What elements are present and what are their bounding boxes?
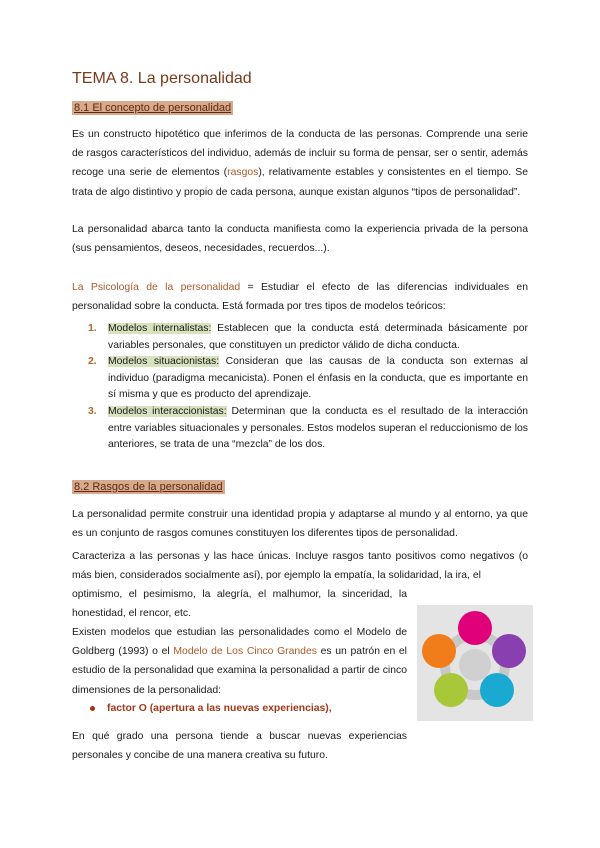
paragraph-openness: En qué grado una persona tiende a buscar nuevas experiencias personales y concibe de una manera creativa su futuro.	[72, 731, 407, 762]
bullet-dot-icon	[90, 706, 95, 711]
list-number: 3.	[88, 405, 97, 417]
bullet-text: factor O (apertura a las nuevas experiencias),	[107, 703, 332, 714]
list-item	[88, 404, 528, 454]
model-name: Modelos internalistas:	[108, 323, 212, 334]
paragraph-text: = Estudiar el efecto de las diferencias individuales en personalidad sobre la conducta. Está formada por tres tipos de modelos teóricos:	[72, 282, 528, 313]
model-description: Establecen que la conducta está determinada básicamente por variables personales, que constituyen un predictor válido de dicha conducta.	[108, 323, 528, 351]
paragraph-psychology	[72, 278, 528, 316]
list-number: 2.	[88, 356, 97, 368]
list-item	[88, 321, 528, 354]
paragraph-concept-definition	[72, 125, 528, 202]
model-name: Modelos situacionistas:	[108, 356, 220, 368]
model-description: Determinan que la conducta es el resultado de la interacción entre variables situacionales y personales. Estos modelos superan el reduccionismo de los anteriores, se trata de una “mezcla” de los dos.	[108, 405, 528, 451]
big-five-diagram-image	[417, 605, 533, 721]
link-rasgos[interactable]: rasgos	[227, 167, 259, 179]
bullet-factor-o	[90, 703, 332, 714]
link-cinco-grandes[interactable]: Modelo de Los Cinco Grandes	[173, 646, 317, 658]
paragraph-traits-line1: Caracteriza a las personas y las hace únicas. Incluye rasgos tanto positivos como negativos (o más bien, considerados socialmente así), por ejemplo la empatía, la solidaridad, la ira, el	[72, 551, 528, 582]
paragraph-traits-line2: optimismo, el pesimismo, la alegría, el malhumor, la sinceridad, la honestidad, el rencor, etc.	[72, 589, 407, 620]
models-list	[88, 321, 528, 454]
page-title: TEMA 8. La personalidad	[72, 70, 252, 87]
paragraph-models	[72, 623, 407, 700]
paragraph-text: Existen modelos que estudian las personalidades como el Modelo de Goldberg (1993) o el	[72, 627, 407, 658]
section-heading-traits: 8.2 Rasgos de la personalidad	[74, 481, 223, 493]
model-name: Modelos interaccionistas:	[108, 405, 227, 417]
paragraph-personality-scope: La personalidad abarca tanto la conducta manifiesta como la experiencia privada de la persona (sus pensamientos, deseos, necesidades, recuerdos...).	[72, 224, 528, 255]
paragraph-identity: La personalidad permite construir una identidad propia y adaptarse al mundo y al entorno, ya que es un conjunto de rasgos comunes constituyen los diferentes tipos de personalidad.	[72, 509, 528, 540]
list-item	[88, 354, 528, 404]
big-five-diagram-icon	[417, 605, 533, 721]
paragraph-text: Es un constructo hipotético que inferimos de la conducta de las personas. Comprende una serie de rasgos característicos del individuo, además de incluir su forma de pensar, ser o sentir, además recoge una serie de elementos (	[72, 129, 528, 179]
link-psicologia-personalidad[interactable]: La Psicología de la personalidad	[72, 282, 241, 293]
paragraph-text: ), relativamente estables y consistentes en el tiempo. Se trata de algo distintivo y propio de cada persona, aunque existan algunos “tipos de personalidad”.	[72, 167, 528, 198]
section-heading-concept: 8.1 El concepto de personalidad	[74, 102, 232, 114]
model-description: Consideran que las causas de la conducta son externas al individuo (paradigma mecanicista). Ponen el énfasis en la conducta, que es importante en sí misma y que es producto del aprendizaje.	[108, 356, 528, 401]
list-number: 1.	[88, 323, 97, 334]
paragraph-text: es un patrón en el estudio de la personalidad que examina la personalidad a partir de cinco dimensiones de la personalidad:	[72, 646, 407, 696]
